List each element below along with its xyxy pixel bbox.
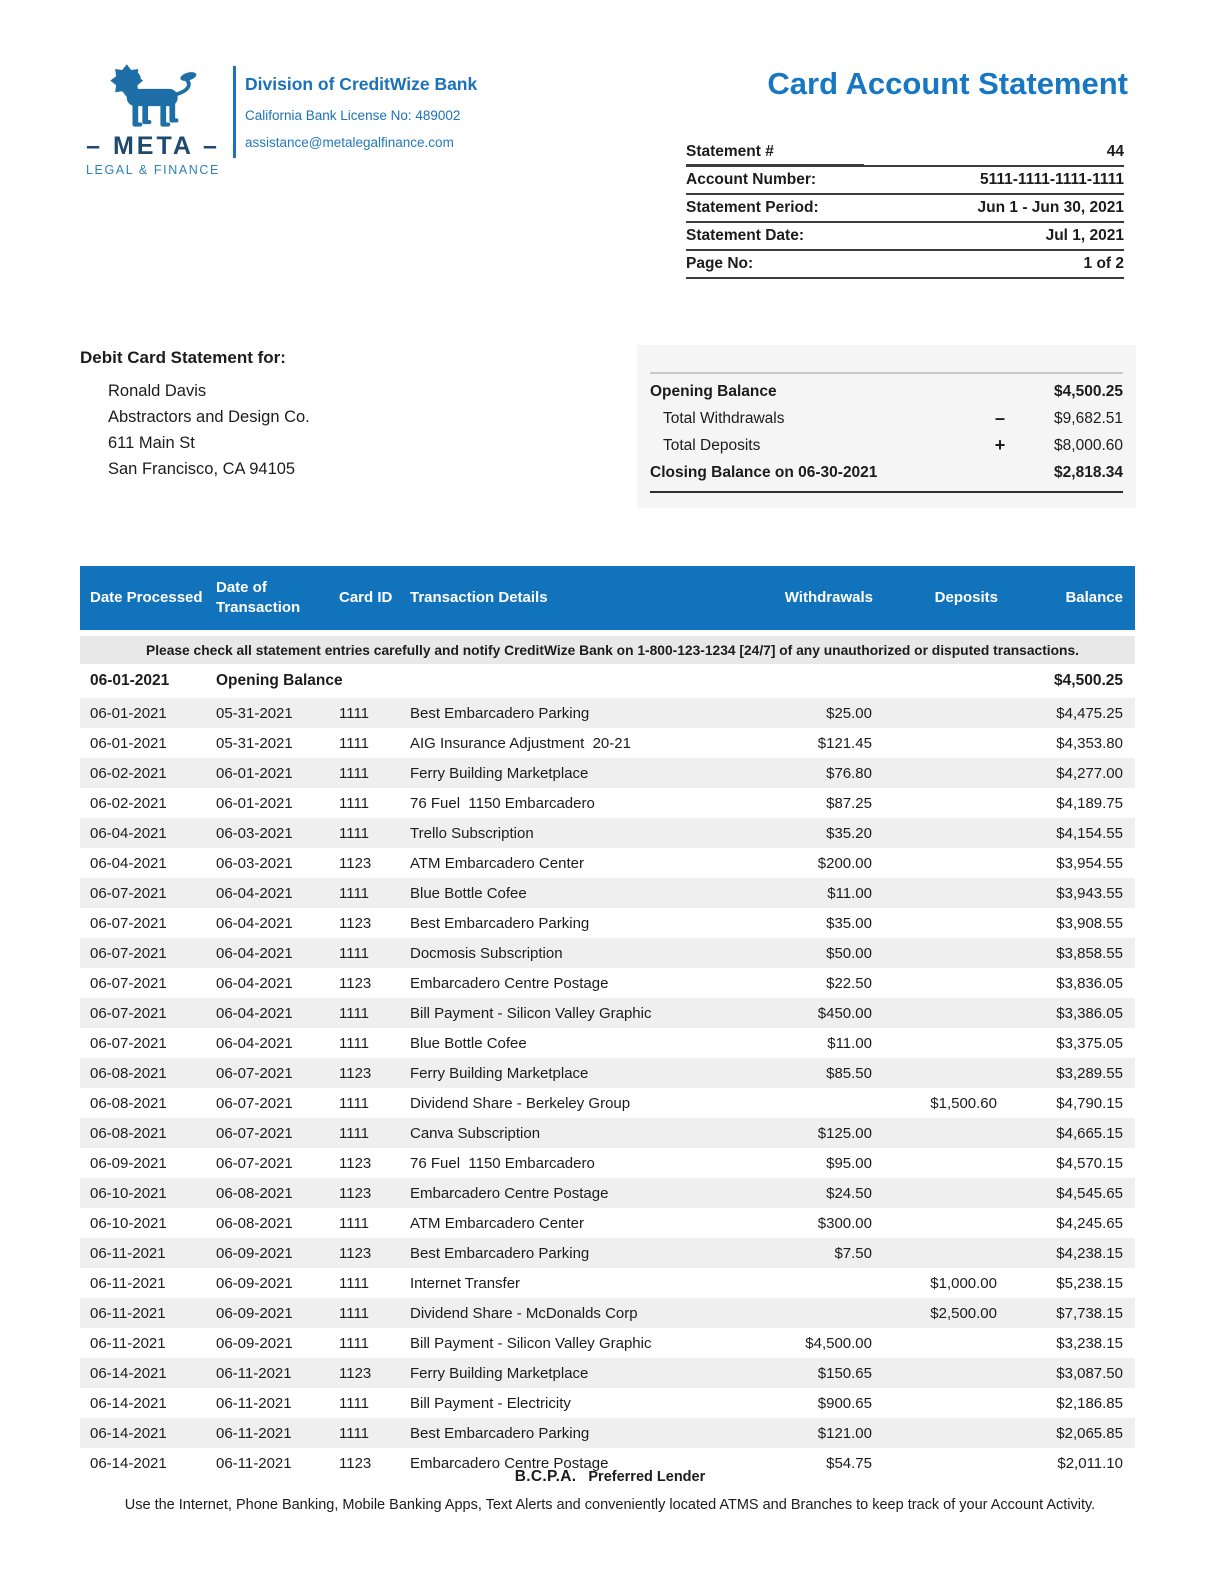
card-id-cell: 1123: [329, 1358, 400, 1388]
transaction-details-cell: ATM Embarcadero Center: [410, 854, 584, 872]
deposit-amount-cell: [873, 1208, 998, 1238]
withdrawal-amount-cell: $22.50: [826, 974, 872, 992]
account-holder-block: [80, 348, 310, 482]
table-row: [80, 938, 1135, 968]
withdrawal-amount-cell: [750, 1268, 873, 1298]
withdrawal-amount-cell: $87.25: [826, 794, 872, 812]
meta-value: Jul 1, 2021: [1045, 227, 1124, 244]
col-date-of-transaction: Date of Transaction: [206, 566, 329, 630]
deposit-amount-cell: [873, 788, 998, 818]
holder-city: San Francisco, CA 94105: [108, 460, 296, 478]
card-id-cell: 1111: [339, 734, 370, 752]
balance-amount-cell: $4,277.00: [998, 758, 1135, 788]
summary-row-withdrawals: [650, 405, 1123, 432]
balance-amount-cell: $2,011.10: [1057, 1454, 1123, 1472]
transaction-details-cell: Dividend Share - McDonalds Corp: [400, 1298, 750, 1328]
transactions-table: [80, 566, 1135, 1478]
deposit-amount-cell: [873, 1028, 998, 1058]
table-row: [80, 728, 1135, 758]
col-withdrawals: Withdrawals: [750, 566, 873, 630]
table-row: [80, 848, 1135, 878]
card-id-cell: 1111: [339, 1214, 370, 1232]
deposit-amount-cell: [873, 908, 998, 938]
summary-value: $4,500.25: [1054, 382, 1123, 400]
balance-amount-cell: $4,189.75: [1056, 794, 1123, 812]
card-id-cell: 1111: [339, 1094, 370, 1112]
brand-tagline: LEGAL & FINANCE: [86, 163, 220, 177]
col-balance: Balance: [998, 566, 1135, 630]
notice-row: [80, 636, 1135, 664]
balance-amount-cell: $4,790.15: [1056, 1094, 1123, 1112]
table-row: [80, 1208, 1135, 1238]
date-processed-cell: 06-04-2021: [90, 854, 167, 872]
table-row: [80, 998, 1135, 1028]
withdrawal-amount-cell: $50.00: [750, 938, 873, 968]
balance-amount-cell: $3,858.55: [998, 938, 1135, 968]
date-processed-cell: 06-01-2021: [90, 734, 167, 752]
summary-row-closing: [650, 459, 1123, 486]
meta-row-page-no: [686, 251, 1124, 279]
footer-note: Use the Internet, Phone Banking, Mobile Banking Apps, Text Alerts and conveniently located ATMS and Branches to keep track of your Account Activity.: [124, 1497, 1096, 1513]
withdrawal-amount-cell: $900.65: [817, 1394, 872, 1412]
deposit-amount-cell: [873, 1238, 998, 1268]
date-of-transaction-cell: 06-03-2021: [206, 818, 329, 848]
date-processed-cell: 06-10-2021: [90, 1214, 167, 1232]
deposit-amount-cell: [873, 728, 998, 758]
table-row: [80, 1268, 1135, 1298]
card-id-cell: 1123: [339, 854, 372, 872]
date-processed-cell: 06-02-2021: [90, 794, 167, 812]
opening-date: 06-01-2021: [80, 664, 206, 698]
date-processed-cell: 06-11-2021: [90, 1334, 166, 1352]
meta-row-statement-date: [686, 223, 1124, 251]
summary-value: $2,818.34: [1054, 463, 1123, 481]
balance-amount-cell: $3,836.05: [1056, 974, 1123, 992]
date-of-transaction-cell: 06-11-2021: [216, 1394, 292, 1412]
date-processed-cell: 06-07-2021: [90, 914, 167, 932]
balance-amount-cell: $3,238.15: [1056, 1334, 1123, 1352]
meta-label: Page No:: [686, 255, 754, 272]
date-of-transaction-cell: 06-04-2021: [206, 998, 329, 1028]
table-row: [80, 698, 1135, 728]
card-id-cell: 1111: [329, 998, 400, 1028]
transaction-details-cell: Best Embarcadero Parking: [410, 914, 590, 932]
date-processed-cell: 06-14-2021: [90, 1454, 167, 1472]
notice-text: Please check all statement entries carefully and notify CreditWize Bank on 1-800-123-1234 [24/7] of any unauthorized or disputed transactions.: [80, 636, 1135, 664]
withdrawal-amount-cell: $35.00: [826, 914, 872, 932]
balance-amount-cell: $3,386.05: [998, 998, 1135, 1028]
deposit-amount-cell: [873, 998, 998, 1028]
date-processed-cell: 06-07-2021: [90, 974, 167, 992]
balance-amount-cell: $4,245.65: [1056, 1214, 1123, 1232]
balance-amount-cell: $2,065.85: [998, 1418, 1135, 1448]
transaction-details-cell: Blue Bottle Cofee: [400, 878, 750, 908]
date-processed-cell: 06-14-2021: [80, 1418, 206, 1448]
table-row: [80, 758, 1135, 788]
withdrawal-amount-cell: $24.50: [750, 1178, 873, 1208]
balance-amount-cell: $4,475.25: [998, 698, 1135, 728]
bank-info: [245, 74, 477, 150]
balance-amount-cell: $3,954.55: [1056, 854, 1123, 872]
deposit-amount-cell: $2,500.00: [873, 1298, 998, 1328]
transaction-details-cell: Canva Subscription: [400, 1118, 750, 1148]
date-of-transaction-cell: 06-11-2021: [206, 1358, 329, 1388]
date-processed-cell: 06-08-2021: [80, 1118, 206, 1148]
card-id-cell: 1111: [329, 818, 400, 848]
balance-amount-cell: $3,375.05: [1056, 1034, 1123, 1052]
date-processed-cell: 06-14-2021: [90, 1394, 167, 1412]
deposit-amount-cell: [873, 1388, 998, 1418]
opening-withdrawal: [750, 664, 873, 698]
card-id-cell: 1111: [329, 878, 400, 908]
assistance-email: assistance@metalegalfinance.com: [245, 135, 454, 150]
meta-value: 5111-1111-1111-1111: [979, 171, 1124, 188]
card-id-cell: 1123: [339, 1154, 372, 1172]
date-processed-cell: 06-11-2021: [80, 1298, 206, 1328]
transaction-details-cell: Bill Payment - Electricity: [410, 1394, 571, 1412]
withdrawal-amount-cell: [750, 1088, 873, 1118]
transaction-details-cell: Docmosis Subscription: [400, 938, 750, 968]
table-row: [80, 1058, 1135, 1088]
withdrawal-amount-cell: $25.00: [750, 698, 873, 728]
deposit-amount-cell: [873, 938, 998, 968]
date-of-transaction-cell: 06-07-2021: [206, 1118, 329, 1148]
table-row: [80, 968, 1135, 998]
holder-heading: Debit Card Statement for:: [80, 348, 286, 367]
deposit-amount-cell: [873, 698, 998, 728]
balance-amount-cell: $4,154.55: [998, 818, 1135, 848]
deposit-amount-cell: [873, 1358, 998, 1388]
card-id-cell: 1111: [339, 1274, 370, 1292]
transaction-details-cell: Embarcadero Centre Postage: [410, 974, 609, 992]
date-processed-cell: 06-08-2021: [90, 1094, 167, 1112]
card-id-cell: 1111: [329, 1118, 400, 1148]
withdrawal-amount-cell: $450.00: [750, 998, 873, 1028]
deposit-amount-cell: $1,000.00: [930, 1274, 997, 1292]
transaction-details-cell: Best Embarcadero Parking: [400, 1238, 750, 1268]
card-id-cell: 1123: [339, 974, 372, 992]
transaction-details-cell: Embarcadero Centre Postage: [410, 1454, 609, 1472]
col-card-id: Card ID: [329, 566, 400, 630]
deposit-amount-cell: [873, 848, 998, 878]
transaction-details-cell: Dividend Share - Berkeley Group: [410, 1094, 631, 1112]
date-of-transaction-cell: 05-31-2021: [216, 734, 293, 752]
balance-amount-cell: $4,238.15: [998, 1238, 1135, 1268]
holder-street: 611 Main St: [108, 434, 195, 452]
card-id-cell: 1123: [339, 1454, 372, 1472]
summary-row-deposits: [650, 432, 1123, 459]
date-of-transaction-cell: 06-01-2021: [206, 758, 329, 788]
balance-amount-cell: $4,545.65: [998, 1178, 1135, 1208]
date-of-transaction-cell: 06-07-2021: [216, 1094, 293, 1112]
date-of-transaction-cell: 06-09-2021: [206, 1298, 329, 1328]
balance-amount-cell: $3,908.55: [1056, 914, 1123, 932]
header-row: [80, 566, 1135, 630]
table-row: [80, 878, 1135, 908]
card-id-cell: 1111: [339, 1034, 370, 1052]
table-row: [80, 818, 1135, 848]
bcpa-label: B.C.P.A.: [514, 1468, 577, 1485]
transactions-header: [80, 566, 1135, 630]
transaction-details-cell: Ferry Building Marketplace: [400, 1058, 750, 1088]
withdrawal-amount-cell: $76.80: [750, 758, 873, 788]
table-row: [80, 1118, 1135, 1148]
transaction-details-cell: Ferry Building Marketplace: [400, 1358, 750, 1388]
date-of-transaction-cell: 06-11-2021: [216, 1454, 292, 1472]
card-id-cell: 1111: [329, 1298, 400, 1328]
summary-value: $9,682.51: [1054, 409, 1123, 427]
balance-amount-cell: $4,665.15: [998, 1118, 1135, 1148]
balance-amount-cell: $4,570.15: [1056, 1154, 1123, 1172]
meta-value: Jun 1 - Jun 30, 2021: [977, 199, 1124, 216]
withdrawal-amount-cell: $11.00: [750, 878, 873, 908]
summary-row-opening: [650, 378, 1123, 405]
preferred-lender-label: Preferred Lender: [588, 1469, 706, 1485]
withdrawal-amount-cell: $7.50: [750, 1238, 873, 1268]
transaction-details-cell: Best Embarcadero Parking: [400, 698, 750, 728]
date-processed-cell: 06-07-2021: [80, 998, 206, 1028]
date-processed-cell: 06-11-2021: [90, 1274, 166, 1292]
transaction-details-cell: Bill Payment - Silicon Valley Graphic: [400, 998, 750, 1028]
meta-label: Statement Period:: [686, 199, 819, 216]
date-processed-cell: 06-08-2021: [80, 1058, 206, 1088]
meta-label: Statement Date:: [686, 227, 804, 244]
deposit-amount-cell: [873, 878, 998, 908]
transaction-details-cell: ATM Embarcadero Center: [410, 1214, 584, 1232]
deposit-amount-cell: [873, 1148, 998, 1178]
transaction-details-cell: Ferry Building Marketplace: [400, 758, 750, 788]
meta-label: Account Number:: [686, 171, 817, 188]
date-of-transaction-cell: 06-07-2021: [206, 1058, 329, 1088]
card-id-cell: 1123: [339, 914, 372, 932]
table-row: [80, 1358, 1135, 1388]
date-of-transaction-cell: 06-04-2021: [216, 1034, 293, 1052]
deposit-amount-cell: [873, 1118, 998, 1148]
opening-balance-amount: $4,500.25: [998, 664, 1135, 698]
holder-name: Ronald Davis: [108, 382, 207, 400]
meta-label: Statement #: [686, 143, 774, 160]
card-id-cell: 1111: [329, 938, 400, 968]
opening-deposit: [873, 664, 998, 698]
date-of-transaction-cell: 06-11-2021: [206, 1418, 329, 1448]
withdrawal-amount-cell: $11.00: [827, 1034, 872, 1052]
transaction-details-cell: Trello Subscription: [400, 818, 750, 848]
transaction-details-cell: 76 Fuel 1150 Embarcadero: [410, 794, 595, 812]
date-processed-cell: 06-02-2021: [80, 758, 206, 788]
table-row: [80, 788, 1135, 818]
table-row: [80, 1178, 1135, 1208]
col-date-processed: Date Processed: [80, 566, 206, 630]
summary-label: Total Deposits: [663, 436, 761, 454]
withdrawal-amount-cell: $121.45: [817, 734, 872, 752]
date-of-transaction-cell: 06-01-2021: [216, 794, 293, 812]
date-processed-cell: 06-14-2021: [80, 1358, 206, 1388]
table-row: [80, 1328, 1135, 1358]
opening-balance-row: [80, 664, 1135, 698]
transactions-body: [80, 630, 1135, 1478]
balance-summary-box: [637, 345, 1136, 508]
date-of-transaction-cell: 06-08-2021: [216, 1214, 293, 1232]
holder-address: [80, 378, 310, 482]
summary-value: $8,000.60: [1054, 436, 1123, 454]
date-processed-cell: 06-01-2021: [80, 698, 206, 728]
balance-amount-cell: $3,943.55: [998, 878, 1135, 908]
balance-summary-rows: [650, 372, 1123, 493]
date-processed-cell: 06-09-2021: [90, 1154, 167, 1172]
date-processed-cell: 06-11-2021: [80, 1238, 206, 1268]
vertical-divider: [233, 66, 236, 158]
balance-amount-cell: $7,738.15: [998, 1298, 1135, 1328]
meta-row-statement-period: [686, 195, 1124, 223]
balance-amount-cell: $4,353.80: [1056, 734, 1123, 752]
transaction-details-cell: Internet Transfer: [410, 1274, 521, 1292]
card-id-cell: 1111: [339, 1334, 370, 1352]
table-row: [80, 1238, 1135, 1268]
meta-value: 44: [1106, 143, 1124, 160]
minus-sign: –: [994, 408, 1005, 428]
date-of-transaction-cell: 06-04-2021: [206, 878, 329, 908]
date-of-transaction-cell: 05-31-2021: [206, 698, 329, 728]
card-id-cell: 1111: [329, 1418, 400, 1448]
holder-company: Abstractors and Design Co.: [108, 408, 310, 426]
date-of-transaction-cell: 06-04-2021: [216, 974, 293, 992]
transaction-details-cell: Bill Payment - Silicon Valley Graphic: [410, 1334, 652, 1352]
transaction-details-cell: Blue Bottle Cofee: [410, 1034, 527, 1052]
withdrawal-amount-cell: $150.65: [750, 1358, 873, 1388]
lion-icon: [89, 56, 217, 134]
statement-meta-table: [686, 139, 1124, 279]
transaction-details-cell: Best Embarcadero Parking: [400, 1418, 750, 1448]
transaction-details-cell: AIG Insurance Adjustment 20-21: [410, 734, 631, 752]
division-name: Division of CreditWize Bank: [245, 74, 478, 94]
balance-amount-cell: $2,186.85: [1056, 1394, 1123, 1412]
withdrawal-amount-cell: $4,500.00: [805, 1334, 872, 1352]
deposit-amount-cell: [873, 1328, 998, 1358]
meta-row-statement-number: [686, 139, 1124, 167]
table-row: [80, 1028, 1135, 1058]
deposit-amount-cell: [873, 968, 998, 998]
date-of-transaction-cell: 06-08-2021: [206, 1178, 329, 1208]
table-row: [80, 908, 1135, 938]
card-id-cell: 1123: [329, 1238, 400, 1268]
withdrawal-amount-cell: $95.00: [826, 1154, 872, 1172]
meta-row-account-number: [686, 167, 1124, 195]
card-id-cell: 1123: [329, 1178, 400, 1208]
col-transaction-details: Transaction Details: [400, 566, 750, 630]
col-deposits: Deposits: [873, 566, 998, 630]
withdrawal-amount-cell: $35.20: [750, 818, 873, 848]
withdrawal-amount-cell: $54.75: [826, 1454, 872, 1472]
card-id-cell: 1123: [329, 1058, 400, 1088]
deposit-amount-cell: [873, 758, 998, 788]
lender-line: [0, 1468, 1220, 1486]
date-processed-cell: 06-07-2021: [90, 1034, 167, 1052]
deposit-amount-cell: [873, 1178, 998, 1208]
transaction-details-cell: 76 Fuel 1150 Embarcadero: [410, 1154, 595, 1172]
table-row: [80, 1088, 1135, 1118]
summary-label: Opening Balance: [650, 382, 777, 400]
deposit-amount-cell: [873, 1058, 998, 1088]
table-row: [80, 1298, 1135, 1328]
withdrawal-amount-cell: [750, 1298, 873, 1328]
date-of-transaction-cell: 06-04-2021: [206, 938, 329, 968]
withdrawal-amount-cell: $85.50: [750, 1058, 873, 1088]
date-processed-cell: 06-07-2021: [80, 878, 206, 908]
meta-value: 1 of 2: [1083, 255, 1124, 272]
bank-license: California Bank License No: 489002: [245, 108, 461, 123]
plus-sign: +: [994, 435, 1006, 455]
deposit-amount-cell: $1,500.60: [930, 1094, 997, 1112]
card-id-cell: 1111: [329, 758, 400, 788]
date-of-transaction-cell: 06-07-2021: [216, 1154, 293, 1172]
balance-amount-cell: $3,087.50: [998, 1358, 1135, 1388]
date-processed-cell: 06-10-2021: [80, 1178, 206, 1208]
date-processed-cell: 06-07-2021: [80, 938, 206, 968]
date-processed-cell: 06-04-2021: [80, 818, 206, 848]
bank-logo: [74, 56, 232, 177]
date-of-transaction-cell: 06-04-2021: [216, 914, 293, 932]
card-id-cell: 1111: [329, 698, 400, 728]
balance-amount-cell: $5,238.15: [1056, 1274, 1123, 1292]
brand-name: – META –: [86, 132, 220, 160]
card-id-cell: 1111: [339, 1394, 370, 1412]
table-row: [80, 1418, 1135, 1448]
date-of-transaction-cell: 06-09-2021: [206, 1238, 329, 1268]
date-of-transaction-cell: 06-09-2021: [216, 1274, 293, 1292]
date-of-transaction-cell: 06-03-2021: [216, 854, 293, 872]
table-row: [80, 1148, 1135, 1178]
summary-label: Closing Balance on 06-30-2021: [650, 463, 878, 481]
deposit-amount-cell: [873, 1418, 998, 1448]
date-of-transaction-cell: 06-09-2021: [216, 1334, 293, 1352]
withdrawal-amount-cell: $125.00: [750, 1118, 873, 1148]
balance-amount-cell: $3,289.55: [998, 1058, 1135, 1088]
page-title: Card Account Statement: [767, 66, 1128, 101]
table-row: [80, 1388, 1135, 1418]
card-id-cell: 1111: [339, 794, 370, 812]
withdrawal-amount-cell: $200.00: [817, 854, 872, 872]
withdrawal-amount-cell: $300.00: [817, 1214, 872, 1232]
summary-label: Total Withdrawals: [663, 409, 785, 427]
deposit-amount-cell: [873, 818, 998, 848]
transaction-details-cell: Embarcadero Centre Postage: [400, 1178, 750, 1208]
opening-label: Opening Balance: [206, 664, 750, 698]
withdrawal-amount-cell: $121.00: [750, 1418, 873, 1448]
